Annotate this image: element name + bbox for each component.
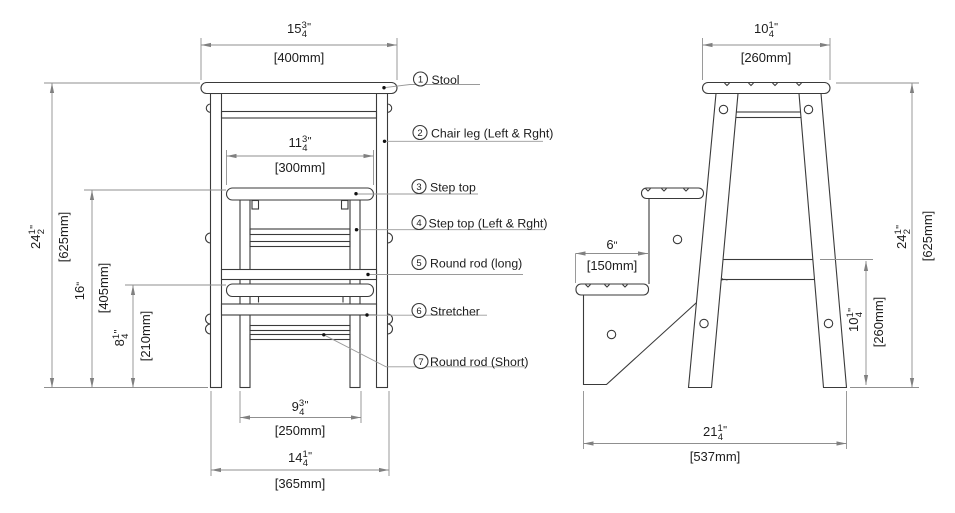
round-rod-short-1 [250, 326, 350, 331]
dowel-ends-left [206, 104, 211, 334]
chair-leg-right [377, 94, 388, 388]
grain-notches [586, 83, 802, 287]
part-label-1-text: Stool [431, 73, 460, 87]
dim-seat-depth-inch: $10^1$ 4" [754, 20, 778, 40]
leader-dot-2 [383, 140, 386, 143]
dim-step-height-inch: 16" [72, 281, 87, 301]
part-label-4 [412, 216, 547, 231]
dim-leg-span-mm: [365mm] [274, 476, 326, 491]
dim-step-width-inch: $11^3$ 4" [288, 134, 312, 154]
balloon-7-num: 7 [418, 356, 424, 368]
dim-lower-step-height-mm: [210mm] [138, 310, 153, 362]
dim-footprint-depth [584, 391, 847, 464]
dim-side-total-height-inch: $24^12^"$ [893, 225, 913, 249]
part-label-6-text: Stretcher [430, 304, 480, 319]
dim-rod-span-inch: $9^3$ 4" [291, 398, 309, 418]
part-label-5 [412, 256, 522, 271]
round-rod-short-2 [250, 335, 350, 340]
dim-seat-depth-mm: [260mm] [740, 50, 792, 65]
leader-dot-3 [354, 192, 357, 195]
part-label-4-text: Step top (Left & Rght) [428, 216, 548, 231]
dowel-ends-right [388, 104, 393, 334]
side-view [576, 83, 847, 388]
dim-rod-span-mm: [250mm] [274, 423, 326, 438]
round-rod-upper-2 [250, 242, 350, 247]
balloon-3-num: 3 [416, 181, 422, 193]
dim-front-width-mm: [400mm] [273, 50, 325, 65]
lower-step-top-front [227, 284, 374, 297]
part-label-7-text: Round rod (Short) [430, 355, 529, 369]
part-label-5-text: Round rod (long) [430, 256, 523, 271]
dim-lower-step-height [111, 285, 226, 388]
apron-rail [222, 112, 377, 119]
dim-step-depth-inch: 6" [606, 237, 618, 252]
dim-step-height-mm: [405mm] [96, 262, 111, 314]
dim-total-height-inch: $24^12^"$ [27, 225, 47, 249]
balloon-4-num: 4 [416, 217, 422, 229]
dim-front-width-inch: $15^3$ 4" [287, 20, 311, 40]
step-top-front [227, 188, 374, 200]
dim-leg-span-inch: $14^1$ 4" [288, 449, 312, 469]
step-tenon-right [342, 201, 349, 210]
part-label-3-text: Step top [430, 180, 476, 195]
part-label-1 [414, 72, 460, 87]
balloon-2-num: 2 [417, 127, 423, 139]
stretcher-front [222, 304, 377, 315]
leader-dot-4 [355, 228, 358, 231]
lower-step-tenons [259, 297, 344, 303]
dim-step-width-mm: [300mm] [274, 160, 326, 175]
side-stretcher [714, 260, 816, 280]
part-label-3 [412, 180, 476, 195]
round-rod-upper-1 [250, 229, 350, 235]
step-tenon-left [252, 201, 259, 210]
stool-top-front [201, 83, 397, 94]
dim-stretcher-height-mm: [260mm] [871, 296, 886, 348]
dim-step-depth-mm: [150mm] [586, 258, 638, 273]
part-label-2-text: Chair leg (Left & Rght) [431, 126, 554, 141]
step-top-side [642, 188, 704, 199]
side-top-rail [726, 112, 812, 118]
round-rod-long [222, 270, 377, 280]
dim-lower-step-height-inch: $8^14^"$ [111, 329, 131, 347]
side-leg-back [799, 94, 847, 388]
part-label-2 [413, 126, 553, 141]
stool-top-side [703, 83, 831, 94]
dim-step-width [227, 134, 374, 185]
dim-side-total-height-mm: [625mm] [920, 210, 935, 262]
dim-total-height-mm: [625mm] [56, 211, 71, 263]
balloon-5-num: 5 [416, 257, 422, 269]
part-label-7 [414, 355, 528, 370]
side-leg-front [689, 94, 739, 388]
chair-leg-left [211, 94, 222, 388]
dim-step-depth [576, 237, 649, 283]
part-label-6 [412, 304, 480, 319]
dim-seat-depth [703, 20, 831, 80]
dim-rod-span [240, 391, 361, 438]
leader-dot-1 [382, 86, 385, 89]
dim-stretcher-height-inch: $10^14^"$ [845, 308, 865, 332]
leader-dot-6 [365, 313, 368, 316]
front-view [201, 83, 397, 388]
dim-footprint-depth-mm: [537mm] [689, 449, 741, 464]
balloon-6-num: 6 [416, 305, 422, 317]
balloon-1-num: 1 [417, 74, 424, 86]
dim-front-width [201, 20, 397, 80]
dim-footprint-depth-inch: $21^1$ 4" [703, 423, 727, 443]
leader-dot-7 [322, 333, 325, 336]
leader-dot-5 [366, 273, 369, 276]
